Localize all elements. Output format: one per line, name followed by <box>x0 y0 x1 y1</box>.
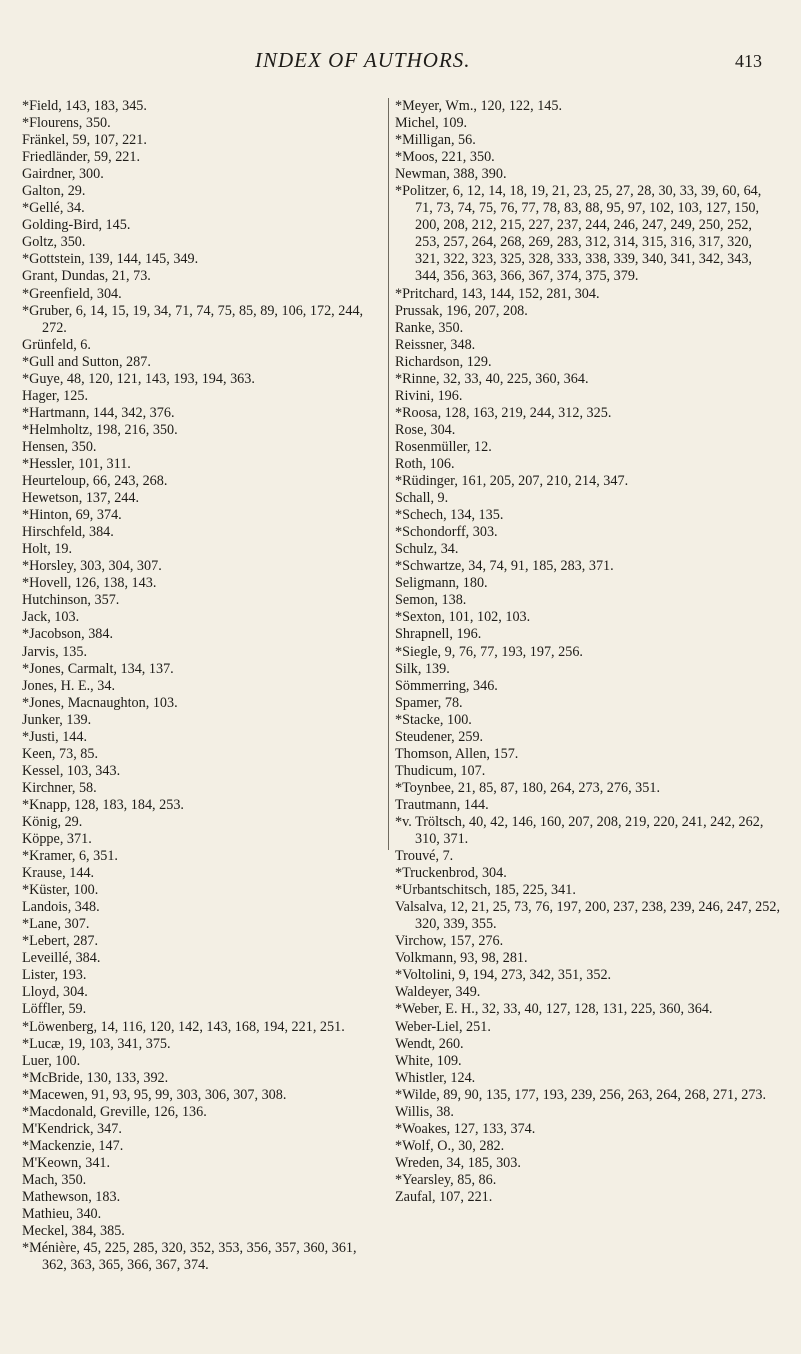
page-number: 413 <box>735 51 762 71</box>
index-entry: *Lebert, 287. <box>22 933 99 950</box>
index-entry: Reissner, 348. <box>395 336 476 353</box>
column-divider <box>388 98 389 850</box>
page-header <box>0 48 801 78</box>
index-entry: Hager, 125. <box>22 387 89 404</box>
index-entry: *Ménière, 45, 225, 285, 320, 352, 353, 356, 357, 360, 361, 362, 363, 365, 366, 367, 374. <box>22 1240 357 1274</box>
index-entry: Löffler, 59. <box>22 1001 87 1018</box>
index-entry: Lister, 193. <box>22 967 87 984</box>
index-entry: *Schondorff, 303. <box>395 524 498 541</box>
index-entry: *Stacke, 100. <box>395 711 472 728</box>
index-entry: *Mackenzie, 147. <box>22 1137 124 1154</box>
index-entry: *Toynbee, 21, 85, 87, 180, 264, 273, 276, 351. <box>395 779 661 796</box>
index-entry: Weber-Liel, 251. <box>395 1018 491 1035</box>
index-entry: Rose, 304. <box>395 421 456 438</box>
index-entry: Ranke, 350. <box>395 319 464 336</box>
index-entry: Hensen, 350. <box>22 438 97 455</box>
page-title: INDEX OF AUTHORS. <box>255 48 471 72</box>
index-entry: Willis, 38. <box>395 1103 454 1120</box>
index-entry: *Politzer, 6, 12, 14, 18, 19, 21, 23, 25, 27, 28, 30, 33, 39, 60, 64, 71, 73, 74, 75, 76, 77, 78, 83, 88, 95, 97, 102, 103, 127, 150, 200, 208, 212, 215, 227, 237, 244, 246, 247, 249, 250, 252, 253, 257, 264, 268, 269, 283, 312, 314, 315, 316, 317, 320, 321, 322, 323, 325, 328, 333, 338, 339, 340, 341, 342, 343, 344, 356, 363, 366, 367, 374, 375, 379. <box>395 183 762 285</box>
index-entry: *Pritchard, 143, 144, 152, 281, 304. <box>395 285 600 302</box>
index-entry: Valsalva, 12, 21, 25, 73, 76, 197, 200, 237, 238, 239, 246, 247, 252, 320, 339, 355. <box>395 899 781 933</box>
index-entry: White, 109. <box>395 1052 462 1069</box>
index-entry: Krause, 144. <box>22 865 95 882</box>
index-entry: *Urbantschitsch, 185, 225, 341. <box>395 882 576 899</box>
index-entry: *Löwenberg, 14, 116, 120, 142, 143, 168, 194, 221, 251. <box>22 1018 345 1035</box>
index-entry: *Lucæ, 19, 103, 341, 375. <box>22 1035 171 1052</box>
index-entry: Köppe, 371. <box>22 831 92 848</box>
index-entry: *Siegle, 9, 76, 77, 193, 197, 256. <box>395 643 583 660</box>
index-entry: Semon, 138. <box>395 592 467 609</box>
index-entry: *Schech, 134, 135. <box>395 507 504 524</box>
index-entry: Golding-Bird, 145. <box>22 217 131 234</box>
index-entry: Galton, 29. <box>22 183 86 200</box>
index-entry: Hirschfeld, 384. <box>22 524 114 541</box>
index-entry: *Jones, Macnaughton, 103. <box>22 694 178 711</box>
index-entry: Fränkel, 59, 107, 221. <box>22 132 147 149</box>
index-entry: Friedländer, 59, 221. <box>22 149 141 166</box>
index-entry: *Wolf, O., 30, 282. <box>395 1137 505 1154</box>
index-entry: *Lane, 307. <box>22 916 90 933</box>
index-entry: M'Keown, 341. <box>22 1154 111 1171</box>
index-entry: *Flourens, 350. <box>22 115 111 132</box>
index-entry: *Truckenbrod, 304. <box>395 865 507 882</box>
index-entry: *Rüdinger, 161, 205, 207, 210, 214, 347. <box>395 473 629 490</box>
index-entry: Trautmann, 144. <box>395 796 489 813</box>
index-entry: Lloyd, 304. <box>22 984 88 1001</box>
index-entry: *Schwartze, 34, 74, 91, 185, 283, 371. <box>395 558 614 575</box>
index-entry: Schulz, 34. <box>395 541 459 558</box>
index-entry: Goltz, 350. <box>22 234 86 251</box>
index-entry: *Hovell, 126, 138, 143. <box>22 575 157 592</box>
index-entry: *Justi, 144. <box>22 728 88 745</box>
index-column-left <box>22 98 384 1274</box>
index-entry: Mathieu, 340. <box>22 1206 102 1223</box>
index-entry: Landois, 348. <box>22 899 100 916</box>
index-entry: Wreden, 34, 185, 303. <box>395 1154 521 1171</box>
index-entry: König, 29. <box>22 813 83 830</box>
index-entry: Roth, 106. <box>395 455 455 472</box>
index-entry: Schall, 9. <box>395 490 449 507</box>
index-entry: *Gull and Sutton, 287. <box>22 353 151 370</box>
index-entry: Shrapnell, 196. <box>395 626 482 643</box>
index-entry: *Macdonald, Greville, 126, 136. <box>22 1103 207 1120</box>
index-entry: *Helmholtz, 198, 216, 350. <box>22 421 178 438</box>
index-entry: *Gottstein, 139, 144, 145, 349. <box>22 251 199 268</box>
index-entry: Jones, H. E., 34. <box>22 677 116 694</box>
index-entry: *Gruber, 6, 14, 15, 19, 34, 71, 74, 75, 85, 89, 106, 172, 244, 272. <box>22 302 364 336</box>
index-entry: Thudicum, 107. <box>395 762 486 779</box>
index-entry: Grünfeld, 6. <box>22 336 91 353</box>
index-entry: Jarvis, 135. <box>22 643 88 660</box>
index-entry: Kessel, 103, 343. <box>22 762 121 779</box>
index-entry: *Knapp, 128, 183, 184, 253. <box>22 796 184 813</box>
index-entry: Hewetson, 137, 244. <box>22 490 140 507</box>
index-entry: *Sexton, 101, 102, 103. <box>395 609 531 626</box>
index-entry: *Milligan, 56. <box>395 132 476 149</box>
index-entry: Mach, 350. <box>22 1171 87 1188</box>
index-entry: *Hartmann, 144, 342, 376. <box>22 404 175 421</box>
index-entry: *Roosa, 128, 163, 219, 244, 312, 325. <box>395 404 612 421</box>
index-entry: M'Kendrick, 347. <box>22 1120 122 1137</box>
index-entry: Thomson, Allen, 157. <box>395 745 519 762</box>
index-entry: *v. Tröltsch, 40, 42, 146, 160, 207, 208, 219, 220, 241, 242, 262, 310, 371. <box>395 813 764 848</box>
index-entry: Hutchinson, 357. <box>22 592 120 609</box>
index-entry: Spamer, 78. <box>395 694 463 711</box>
index-entry: *Voltolini, 9, 194, 273, 342, 351, 352. <box>395 967 612 984</box>
index-entry: Heurteloup, 66, 243, 268. <box>22 473 168 490</box>
index-entry: *Hessler, 101, 311. <box>22 455 131 472</box>
index-entry: *Horsley, 303, 304, 307. <box>22 558 162 575</box>
index-entry: *Woakes, 127, 133, 374. <box>395 1120 536 1137</box>
index-entry: Waldeyer, 349. <box>395 984 481 1001</box>
index-entry: *Meyer, Wm., 120, 122, 145. <box>395 98 563 114</box>
index-entry: Richardson, 129. <box>395 353 492 370</box>
index-entry: Rivini, 196. <box>395 387 463 404</box>
index-entry: *Rinne, 32, 33, 40, 225, 360, 364. <box>395 370 589 387</box>
index-entry: Mathewson, 183. <box>22 1189 121 1205</box>
index-entry: *Wilde, 89, 90, 135, 177, 193, 239, 256, 263, 264, 268, 271, 273. <box>395 1086 767 1103</box>
index-entry: Zaufal, 107, 221. <box>395 1189 493 1205</box>
index-entry: Michel, 109. <box>395 115 468 132</box>
index-entry: Newman, 388, 390. <box>395 166 507 183</box>
index-entry: *Greenfield, 304. <box>22 285 122 302</box>
index-entry: Meckel, 384, 385. <box>22 1223 125 1240</box>
index-entry: Prussak, 196, 207, 208. <box>395 302 528 319</box>
index-entry: Virchow, 157, 276. <box>395 933 504 950</box>
index-entry: *McBride, 130, 133, 392. <box>22 1069 169 1086</box>
index-entry: Wendt, 260. <box>395 1035 464 1052</box>
index-entry: *Macewen, 91, 93, 95, 99, 303, 306, 307, 308. <box>22 1086 287 1103</box>
index-entry: *Jacobson, 384. <box>22 626 114 643</box>
index-entry: Kirchner, 58. <box>22 779 97 796</box>
index-entry: Trouvé, 7. <box>395 848 454 865</box>
index-entry: *Gellé, 34. <box>22 200 85 217</box>
index-entry: Holt, 19. <box>22 541 73 558</box>
index-entry: *Jones, Carmalt, 134, 137. <box>22 660 174 677</box>
index-entry: *Kramer, 6, 351. <box>22 848 118 865</box>
index-entry: Whistler, 124. <box>395 1069 476 1086</box>
index-entry: Jack, 103. <box>22 609 80 626</box>
index-entry: *Guye, 48, 120, 121, 143, 193, 194, 363. <box>22 370 255 387</box>
index-entry: *Moos, 221, 350. <box>395 149 495 166</box>
index-entry: Junker, 139. <box>22 711 92 728</box>
index-entry: Volkmann, 93, 98, 281. <box>395 950 528 967</box>
index-entry: Steudener, 259. <box>395 728 484 745</box>
index-column-right <box>395 98 780 1206</box>
index-entry: Luer, 100. <box>22 1052 81 1069</box>
index-entry: Grant, Dundas, 21, 73. <box>22 268 151 285</box>
index-entry: *Hinton, 69, 374. <box>22 507 122 524</box>
index-entry: *Weber, E. H., 32, 33, 40, 127, 128, 131, 225, 360, 364. <box>395 1001 713 1018</box>
index-entry: Leveillé, 384. <box>22 950 101 967</box>
index-entry: Seligmann, 180. <box>395 575 488 592</box>
index-entry: *Field, 143, 183, 345. <box>22 98 147 114</box>
index-entry: Rosenmüller, 12. <box>395 438 492 455</box>
index-entry: Silk, 139. <box>395 660 450 677</box>
index-entry: Gairdner, 300. <box>22 166 104 183</box>
index-entry: Keen, 73, 85. <box>22 745 99 762</box>
index-entry: Sömmerring, 346. <box>395 677 498 694</box>
index-entry: *Yearsley, 85, 86. <box>395 1171 497 1188</box>
index-entry: *Küster, 100. <box>22 882 99 899</box>
